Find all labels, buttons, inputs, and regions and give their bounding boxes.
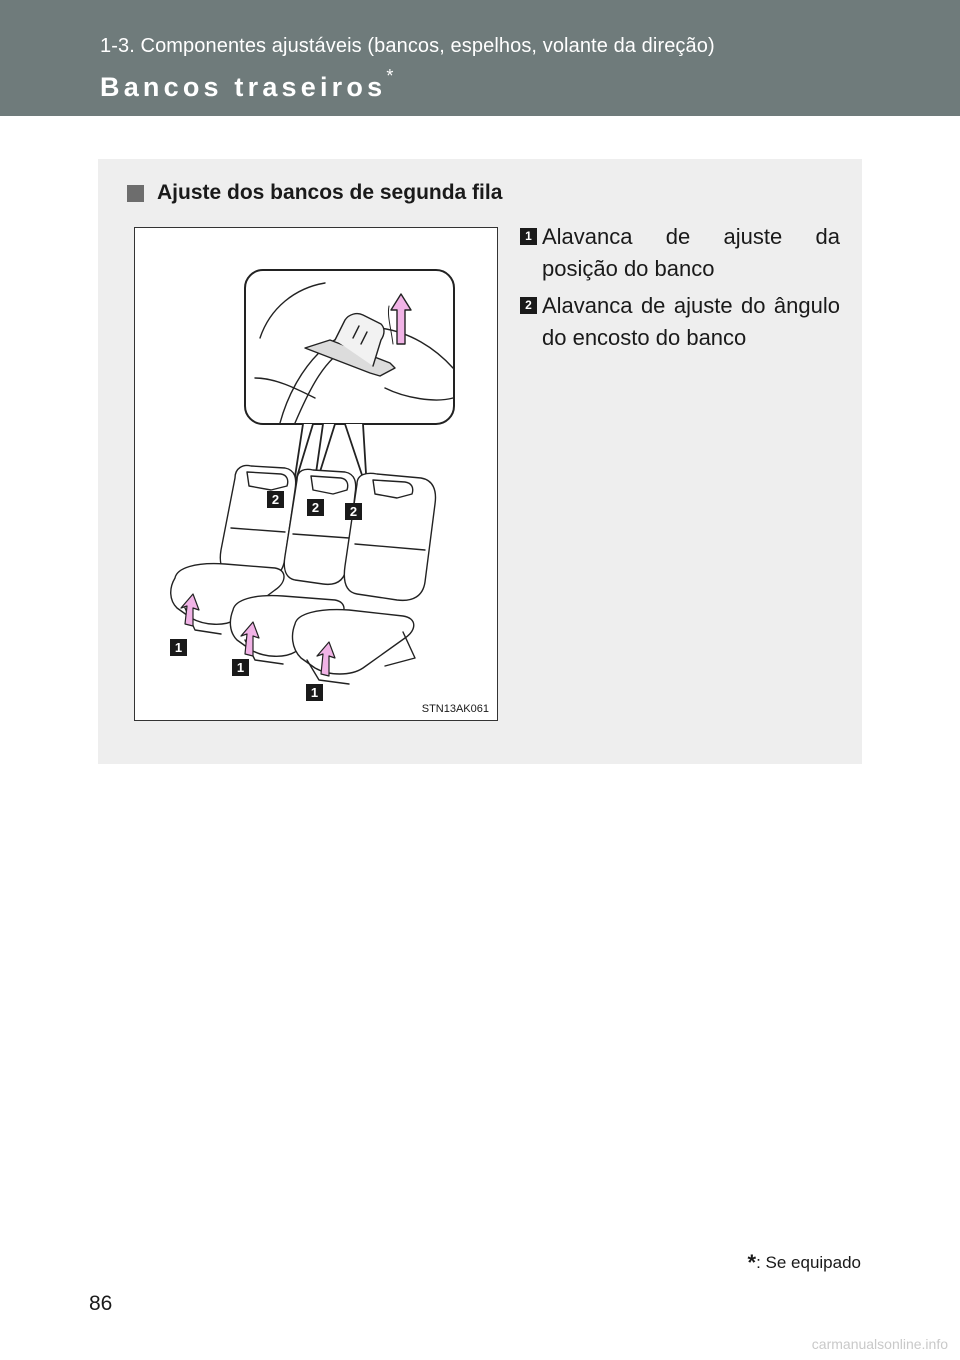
seat-illustration — [134, 227, 498, 721]
legend-list — [520, 221, 840, 354]
lever-zoom-inset — [245, 270, 454, 424]
page-header — [0, 0, 960, 116]
legend-text: Alavanca de ajuste da posição do banco — [542, 224, 840, 281]
legend-number-badge: 1 — [520, 228, 537, 245]
footnote — [748, 1250, 861, 1276]
watermark: carmanualsonline.info — [811, 1336, 948, 1352]
figure-code: STN13AK061 — [421, 703, 489, 715]
page-title — [100, 66, 394, 103]
legend-item — [520, 290, 840, 354]
section-heading-text: Ajuste dos bancos de segunda fila — [157, 181, 503, 204]
breadcrumb: 1-3. Componentes ajustáveis (bancos, espelhos, volante da direção) — [100, 35, 715, 57]
callout-2-middle: 2 — [311, 500, 320, 515]
footnote-text: : Se equipado — [756, 1253, 861, 1272]
callout-2-left: 2 — [271, 492, 280, 507]
legend-text: Alavanca de ajuste do ângulo do encosto do banco — [542, 293, 840, 350]
callout-1-middle: 1 — [236, 660, 245, 675]
square-bullet-icon — [127, 185, 144, 202]
asterisk-icon: * — [747, 1250, 757, 1275]
page-title-text: Bancos traseiros — [100, 72, 387, 102]
section-heading — [127, 181, 502, 205]
callout-2-right: 2 — [349, 504, 358, 519]
legend-number-badge: 2 — [520, 297, 537, 314]
title-asterisk: * — [386, 66, 394, 86]
legend-item — [520, 221, 840, 285]
callout-1-left: 1 — [174, 640, 183, 655]
second-row-seats — [171, 466, 436, 685]
page-number: 86 — [89, 1292, 113, 1315]
callout-1-right: 1 — [310, 685, 319, 700]
seat-drawing — [135, 228, 497, 720]
